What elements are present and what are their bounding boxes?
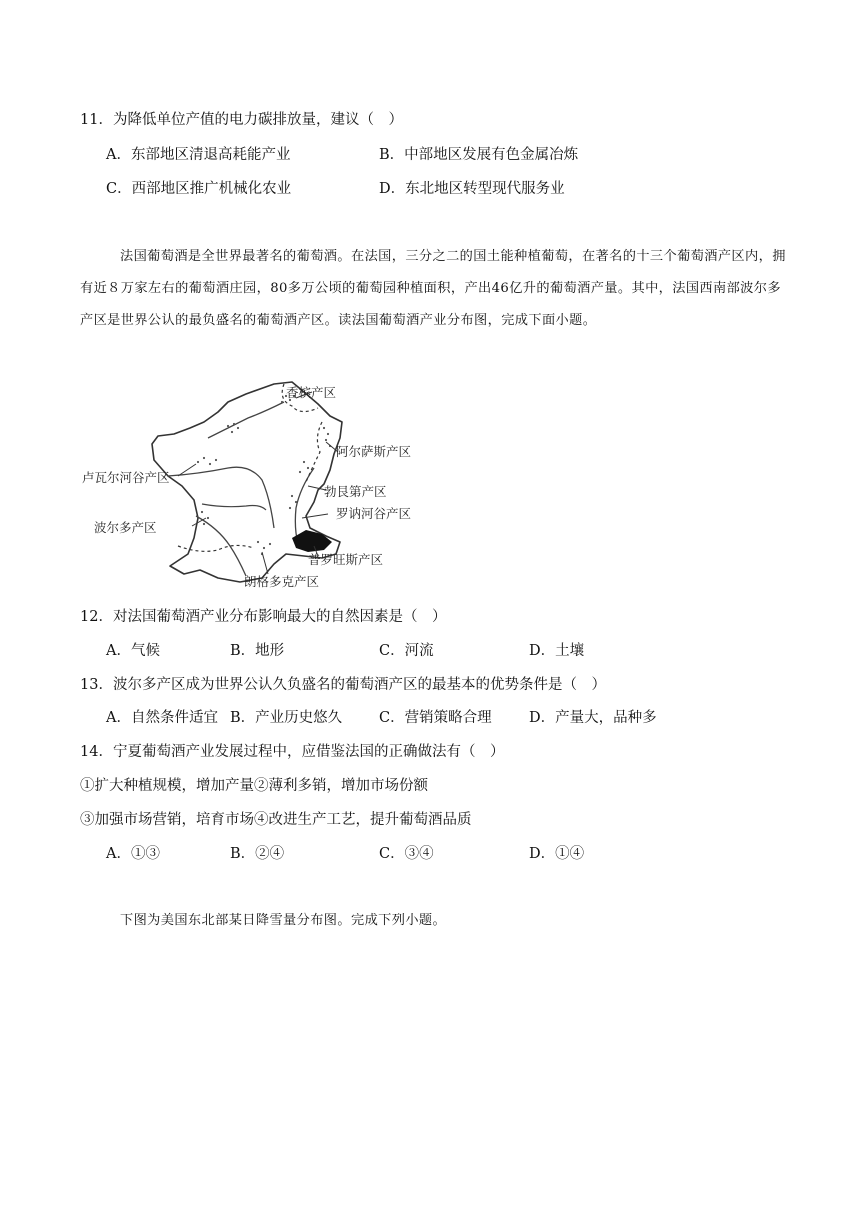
question-13-option-b[interactable]: B．产业历史悠久	[230, 710, 343, 726]
label-languedoc: 朗格多克产区	[244, 574, 320, 589]
label-rhone: 罗讷河谷产区	[336, 506, 412, 521]
question-14-statement-2: ③加强市场营销，培育市场④改进生产工艺，提升葡萄酒品质	[80, 812, 472, 828]
question-11-option-a[interactable]: A．东部地区清退高耗能产业	[106, 147, 291, 163]
question-13-option-a[interactable]: A．自然条件适宜	[106, 710, 218, 726]
question-14-option-d[interactable]: D．①④	[529, 846, 585, 862]
question-13-option-d[interactable]: D．产量大，品种多	[529, 710, 657, 726]
question-14-statement-1: ①扩大种植规模，增加产量②薄利多销，增加市场份额	[80, 778, 428, 794]
passage-wine	[80, 241, 786, 337]
france-wine-map	[78, 378, 424, 592]
question-13-option-c[interactable]: C．营销策略合理	[379, 710, 492, 726]
question-14-option-c[interactable]: C．③④	[379, 846, 434, 862]
river-dordogne	[202, 504, 266, 510]
question-14-option-b[interactable]: B．②④	[230, 846, 285, 862]
river-loire	[168, 467, 274, 528]
question-12-option-d[interactable]: D．土壤	[529, 643, 585, 659]
label-burgundy: 勃艮第产区	[324, 484, 387, 499]
question-11-option-b[interactable]: B．中部地区发展有色金属冶炼	[379, 147, 579, 163]
question-11-stem: 11．为降低单位产值的电力碳排放量，建议（ ）	[80, 112, 403, 128]
provence-area	[292, 530, 332, 552]
question-13-stem: 13．波尔多产区成为世界公认久负盛名的葡萄酒产区的最基本的优势条件是（ ）	[80, 677, 606, 693]
question-11-option-d[interactable]: D．东北地区转型现代服务业	[379, 181, 565, 197]
passage-wine-text: 法国葡萄酒是全世界最著名的葡萄酒。在法国，三分之二的国土能种植葡萄，在著名的十三个葡萄酒产区内，拥有近８万家左右的葡萄酒庄园，80多万公顷的葡萄园种植面积，产出46亿升的葡萄酒产量。其中，法国西南部波尔多产区是世界公认的最负盛名的葡萄酒产区。读法国葡萄酒产业分布图，完成下面小题。	[80, 249, 786, 328]
label-loire: 卢瓦尔河谷产区	[82, 470, 170, 485]
label-alsace: 阿尔萨斯产区	[336, 444, 412, 459]
question-12-stem: 12．对法国葡萄酒产业分布影响最大的自然因素是（ ）	[80, 609, 447, 625]
river-seine	[208, 402, 284, 438]
question-12-option-c[interactable]: C．河流	[379, 643, 434, 659]
question-12-option-b[interactable]: B．地形	[230, 643, 285, 659]
label-champagne: 香槟产区	[286, 385, 337, 400]
passage-snowfall: 下图为美国东北部某日降雪量分布图。完成下列小题。	[120, 913, 447, 928]
question-11-option-c[interactable]: C．西部地区推广机械化农业	[106, 181, 292, 197]
label-bordeaux: 波尔多产区	[94, 520, 157, 535]
label-provence: 普罗旺斯产区	[308, 552, 384, 567]
question-12-option-a[interactable]: A．气候	[106, 643, 160, 659]
question-14-stem: 14．宁夏葡萄酒产业发展过程中，应借鉴法国的正确做法有（ ）	[80, 744, 505, 760]
question-14-option-a[interactable]: A．①③	[106, 846, 160, 862]
